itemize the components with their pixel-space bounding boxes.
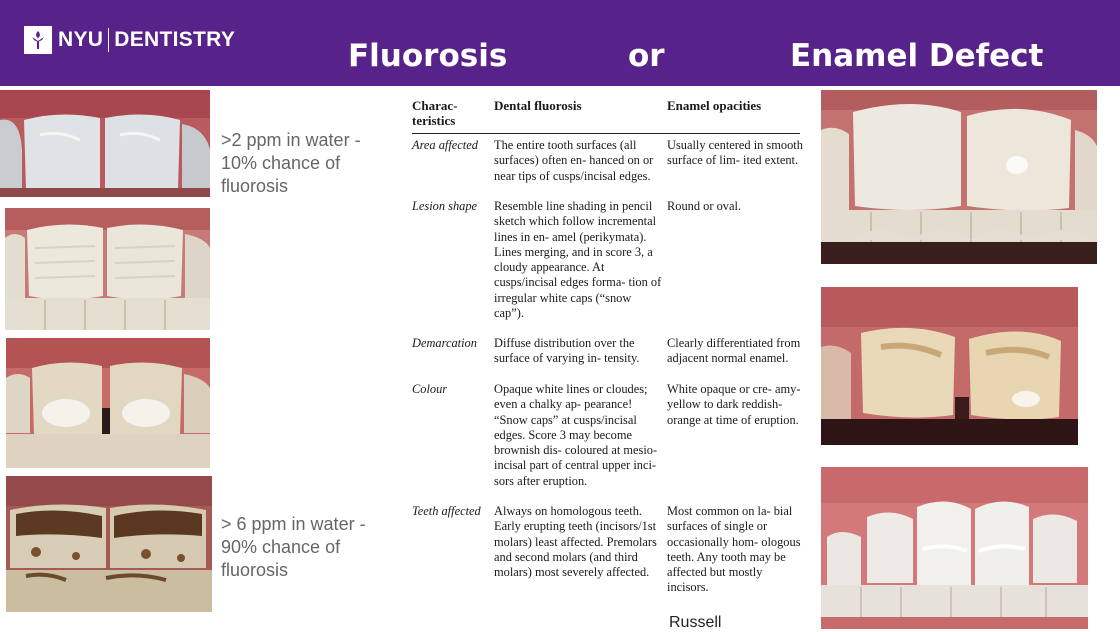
table-rule xyxy=(412,133,800,134)
torch-icon xyxy=(24,26,52,54)
row-area-fluorosis: The entire tooth surfaces (all surfaces) often en- hanced on or near tips of cusps/incisal edges. xyxy=(494,138,654,183)
row-colour-opacities: White opaque or cre- amy-yellow to dark reddish-orange at time of eruption. xyxy=(667,382,801,427)
photo-fluorosis-lines xyxy=(5,208,210,330)
photo-snow-cap-fluorosis xyxy=(6,338,210,468)
header-dental-fluorosis: Dental fluorosis xyxy=(494,98,582,113)
row-label-teeth: Teeth affected xyxy=(412,504,481,518)
row-demarcation-fluorosis: Diffuse distribution over the surface of varying in- tensity. xyxy=(494,336,640,366)
row-area-opacities: Usually centered in smooth surface of lim- ited extent. xyxy=(667,138,803,168)
logo-nyu: NYU xyxy=(58,27,104,51)
nyu-dentistry-logo[interactable] xyxy=(24,26,235,54)
row-label-lesion: Lesion shape xyxy=(412,199,478,213)
row-label-area: Area affected xyxy=(412,138,478,152)
row-label-demarcation: Demarcation xyxy=(412,336,477,350)
row-teeth-fluorosis: Always on homologous teeth. Early erupting teeth (incisors/1st molars) least affected. Premolars and second molars (and third molars) most severely affected. xyxy=(494,504,657,580)
title-enamel-defect: Enamel Defect xyxy=(790,38,1044,74)
logo-wordmark xyxy=(58,28,235,52)
row-colour-fluorosis: Opaque white lines or cloudes; even a chalky ap- pearance! “Snow caps” at cusps/incisal edges. Score 3 may become brownish dis- coloured at mesio-incisal part of central upper inci- sors after eruption. xyxy=(494,382,658,488)
photo-white-opacity xyxy=(821,467,1088,629)
title-or: or xyxy=(628,38,665,74)
note-6ppm: > 6 ppm in water - 90% chance of fluorosis xyxy=(221,514,366,580)
row-lesion-opacities: Round or oval. xyxy=(667,199,741,213)
header-enamel-opacities: Enamel opacities xyxy=(667,98,762,113)
photo-yellow-opacity xyxy=(821,287,1078,445)
header-characteristics: Charac- teristics xyxy=(412,98,458,129)
row-label-colour: Colour xyxy=(412,382,448,396)
title-fluorosis: Fluorosis xyxy=(348,38,508,74)
header-bar xyxy=(0,0,1120,86)
row-lesion-fluorosis: Resemble line shading in pencil sketch which follow incremental lines in en- amel (perikymata). Lines merging, and in score 3, a cloudy appearance. At cusps/incisal edges forma- tion of irregular white caps (“snow cap”). xyxy=(494,199,662,321)
row-teeth-opacities: Most common on la- bial surfaces of single or occasionally hom- ologous teeth. Any tooth may be affected but mostly incisors. xyxy=(667,504,801,595)
photo-severe-fluorosis xyxy=(6,476,212,612)
photo-mild-fluorosis xyxy=(0,90,210,197)
note-2ppm: >2 ppm in water - 10% chance of fluorosis xyxy=(221,130,361,196)
photo-enamel-spot xyxy=(821,90,1097,264)
credit-russell: Russell xyxy=(669,614,722,631)
logo-dentistry: DENTISTRY xyxy=(114,27,236,51)
row-demarcation-opacities: Clearly differentiated from adjacent normal enamel. xyxy=(667,336,801,366)
